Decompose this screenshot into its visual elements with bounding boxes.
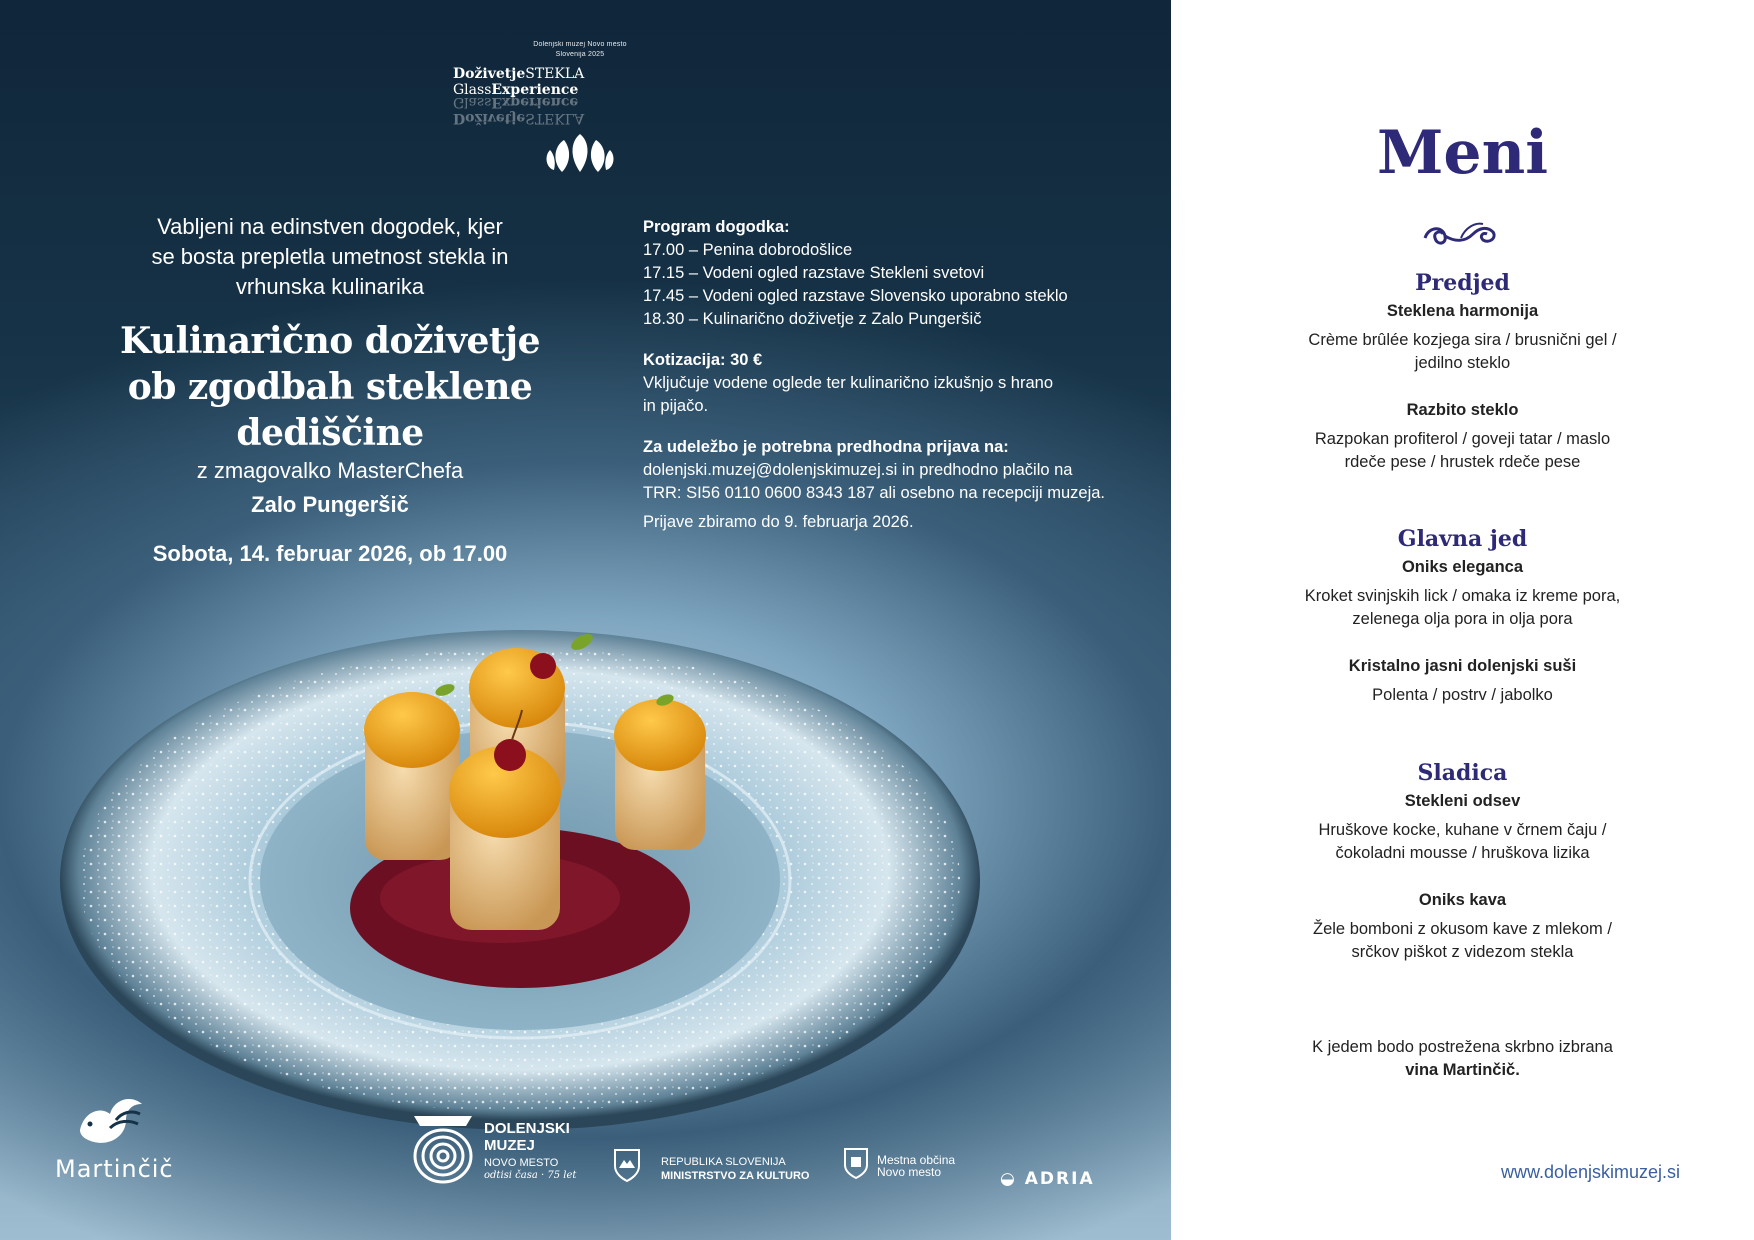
martincic-logo [55,1090,174,1183]
obcina-line1: Mestna občina [877,1153,956,1167]
website-link[interactable]: www.dolenjskimuzej.si [1501,1162,1681,1182]
dish-description: Polenta / postrv / jabolko [1372,686,1553,704]
wine-note: K jedem bodo postrežena skrbno izbrana vina Martinčič. [1312,1038,1613,1079]
dessert-plate-image [60,580,1110,1140]
dish-name: Kristalno jasni dolenjski suši [1348,657,1577,675]
muzej-motto: odtisi časa · 75 let [484,1170,577,1181]
dish-name: Razbito steklo [1406,401,1519,419]
registration-heading: Za udeležbo je potrebna predhodna prijava na: [643,438,1009,456]
logo-brand-reflection: DoživetjeSTEKLA GlassExperience [453,94,585,126]
slovenia-coat-of-arms-icon [613,1148,641,1182]
menu-section-predjed [1171,270,1754,474]
adria-logo: ◒ ADRIA [1000,1169,1095,1189]
dish-name: Stekleni odsev [1404,792,1521,810]
dolenjski-muzej-logo [408,1112,577,1189]
menu-section-sladica [1171,760,1754,964]
logo-small-line1: Dolenjski muzej Novo mesto [533,41,627,48]
novo-mesto-crest-icon [843,1147,869,1179]
menu-title: Meni [1376,118,1548,188]
dish-name: Oniks eleganca [1401,558,1524,576]
rooster-icon [70,1090,150,1152]
menu-section-glavna-jed [1171,526,1754,707]
course-heading: Sladica [1417,760,1508,786]
course-heading: Glavna jed [1397,526,1528,552]
chef-name: Zalo Pungeršič [251,492,409,517]
dish-description: Žele bomboni z okusom kave z mlekom / srčkov piškot z videzom stekla [1313,920,1612,961]
program-block [643,216,1113,534]
fee-text: in pijačo. [643,397,709,415]
obcina-line2: Novo mesto [877,1165,942,1179]
course-heading: Predjed [1415,270,1510,296]
obcina-logo [843,1147,956,1184]
program-heading: Program dogodka: [643,218,790,236]
registration-deadline: Prijave zbiramo do 9. februarja 2026. [643,513,914,531]
fee-heading: Kotizacija: 30 € [643,351,763,369]
ministry-logo [613,1148,810,1187]
program-item: 18.30 – Kulinarično doživetje z Zalo Pungeršič [643,310,982,328]
menu-panel [1171,0,1754,1240]
dish-description: Hruškove kocke, kuhane v črnem čaju / čokoladni mousse / hruškova lizika [1318,821,1607,862]
adria-swoosh-icon: ◒ [1000,1169,1025,1189]
ministry-line1: REPUBLIKA SLOVENIJA [661,1156,786,1168]
muzej-name-line2: MUZEJ [484,1137,535,1154]
logo-brand: DoživetjeSTEKLA GlassExperience [453,66,585,98]
muzej-place: NOVO MESTO [484,1157,559,1169]
dish-name: Steklena harmonija [1386,302,1539,320]
event-date: Sobota, 14. februar 2026, ob 17.00 [152,541,508,566]
fingerprint-icon [408,1112,478,1184]
ministry-line2: MINISTRSTVO ZA KULTURO [661,1170,810,1182]
event-title: Kulinarično doživetje ob zgodbah steklene dediščine [120,320,540,454]
program-item: 17.15 – Vodeni ogled razstave Stekleni svetovi [643,264,985,282]
registration-text: dolenjski.muzej@dolenjskimuzej.si in predhodno plačilo na [643,461,1073,479]
registration-text: TRR: SI56 0110 0600 8343 187 ali osebno na recepciji muzeja. [643,484,1105,502]
martincic-name: Martinčič [55,1155,174,1183]
glass-drops-icon [540,128,620,178]
logo-small-line2: Slovenija 2025 [555,51,605,58]
dish-description: Crème brûlée kozjega sira / brusnični gel / jedilno steklo [1308,331,1617,372]
dish-description: Razpokan profiterol / goveji tatar / maslo rdeče pese / hrustek rdeče pese [1314,430,1611,471]
flourish-ornament-icon [1421,216,1501,250]
program-item: 17.00 – Penina dobrodošlice [643,241,853,259]
glass-experience-logo [450,40,710,183]
invitation-text: Vabljeni na edinstven dogodek, kjer se bosta prepletla umetnost stekla in vrhunska kulinarika [151,214,509,299]
muzej-name-line1: DOLENJSKI [484,1120,570,1137]
fee-text: Vključuje vodene oglede ter kulinarično izkušnjo s hrano [643,374,1053,392]
dish-description: Kroket svinjskih lick / omaka iz kreme pora, zelenega olja pora in olja pora [1304,587,1621,628]
dish-name: Oniks kava [1418,891,1507,909]
event-subtitle: z zmagovalko MasterChefa [196,458,464,483]
program-item: 17.45 – Vodeni ogled razstave Slovensko uporabno steklo [643,287,1068,305]
